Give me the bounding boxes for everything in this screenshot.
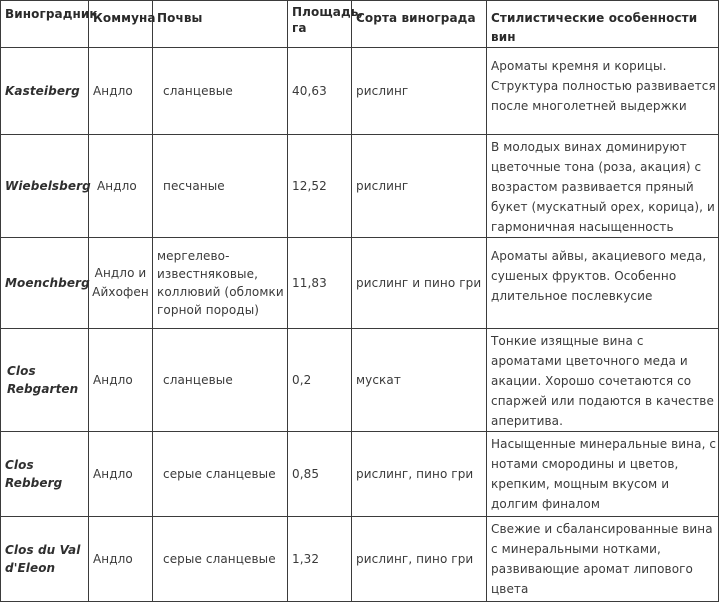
header-area: Площадь, га [288,1,352,48]
cell-vineyard: Wiebelsberg [1,135,89,238]
cell-soils: сланцевые [153,329,288,432]
cell-style: Тонкие изящные вина с ароматами цветочного меда и акации. Хорошо сочетаются со спаржей или подаются в качестве аперитива. [487,329,719,432]
cell-style: Ароматы кремня и корицы. Структура полностью развивается после многолетней выдержки [487,48,719,135]
table-row [1,432,719,517]
cell-style: Свежие и сбалансированные вина с минеральными нотками, развивающие аромат липового цвета [487,517,719,602]
table-header-row [1,1,719,48]
cell-commune: Андло [89,48,153,135]
cell-area: 0,85 [288,432,352,517]
cell-varieties: рислинг [352,135,487,238]
cell-vineyard: Clos Rebgarten [1,329,89,432]
table-row [1,238,719,329]
cell-varieties: мускат [352,329,487,432]
table-row [1,329,719,432]
cell-area: 40,63 [288,48,352,135]
table-row [1,135,719,238]
cell-vineyard: Clos Rebberg [1,432,89,517]
cell-area: 0,2 [288,329,352,432]
header-varieties: Сорта винограда [352,1,487,48]
header-style: Стилистические особенности вин [487,1,719,48]
cell-commune: Андло [89,135,153,238]
header-vineyard: Виноградник [1,1,89,48]
cell-area: 11,83 [288,238,352,329]
cell-varieties: рислинг и пино гри [352,238,487,329]
cell-commune: Андло и Айхофен [89,238,153,329]
cell-commune: Андло [89,329,153,432]
cell-style: В молодых винах доминируют цветочные тона (роза, акация) с возрастом развивается пряный букет (мускатный орех, корица), и гармоничная насыщенность [487,135,719,238]
cell-vineyard: Kasteiberg [1,48,89,135]
cell-style: Ароматы айвы, акациевого меда, сушеных фруктов. Особенно длительное послевкусие [487,238,719,329]
cell-area: 12,52 [288,135,352,238]
table-row [1,517,719,602]
table-row [1,48,719,135]
cell-varieties: рислинг, пино гри [352,517,487,602]
cell-area: 1,32 [288,517,352,602]
cell-varieties: рислинг [352,48,487,135]
cell-style: Насыщенные минеральные вина, с нотами смородины и цветов, крепким, мощным вкусом и долгим финалом [487,432,719,517]
cell-commune: Андло [89,517,153,602]
cell-commune: Андло [89,432,153,517]
cell-vineyard: Moenchberg [1,238,89,329]
cell-soils: сланцевые [153,48,288,135]
cell-soils: серые сланцевые [153,517,288,602]
cell-soils: песчаные [153,135,288,238]
header-soils: Почвы [153,1,288,48]
cell-varieties: рислинг, пино гри [352,432,487,517]
cell-soils: мергелево-известняковые, коллювий (обломки горной породы) [153,238,288,329]
header-commune: Коммуна [89,1,153,48]
cell-vineyard: Clos du Val d'Eleon [1,517,89,602]
cell-soils: серые сланцевые [153,432,288,517]
